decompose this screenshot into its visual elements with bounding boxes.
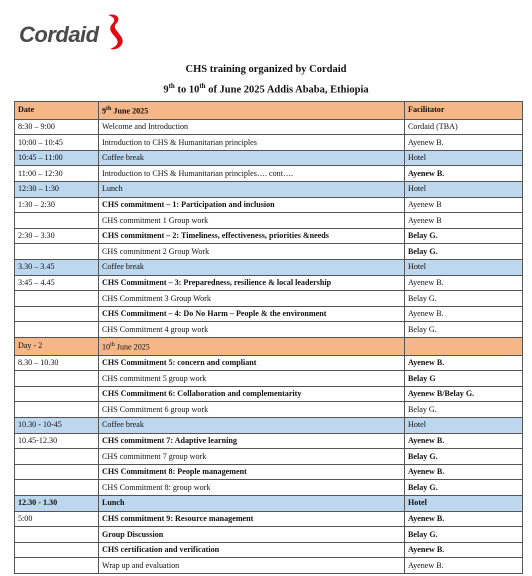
facilitator-cell: Cordaid (TBA) bbox=[405, 119, 523, 135]
table-row bbox=[15, 386, 523, 402]
table-row bbox=[15, 197, 523, 213]
logo-text: Cordaid bbox=[19, 22, 99, 47]
facilitator-cell: Ayenew B. bbox=[405, 511, 523, 527]
time-cell: 10.30 - 10-45 bbox=[15, 418, 99, 434]
header-date: Date bbox=[15, 102, 99, 120]
table-row bbox=[15, 464, 523, 480]
table-row bbox=[15, 260, 523, 276]
facilitator-cell: Belay G. bbox=[405, 480, 523, 496]
time-cell bbox=[15, 464, 99, 480]
facilitator-cell: Belay G. bbox=[405, 244, 523, 260]
facilitator-cell: Ayenew B. bbox=[405, 166, 523, 182]
session-cell: Lunch bbox=[99, 496, 405, 512]
session-cell: CHS commitment 2 Group Work bbox=[99, 244, 405, 260]
session-cell: Coffee break bbox=[99, 418, 405, 434]
table-row bbox=[15, 322, 523, 338]
cordaid-logo bbox=[19, 12, 128, 52]
day2-label: Day - 2 bbox=[15, 338, 99, 356]
table-row bbox=[15, 527, 523, 543]
table-row bbox=[15, 135, 523, 151]
session-cell: Wrap up and evaluation bbox=[99, 558, 405, 574]
table-row bbox=[15, 402, 523, 418]
table-row bbox=[15, 480, 523, 496]
table-row bbox=[15, 558, 523, 574]
time-cell: 11:00 – 12:30 bbox=[15, 166, 99, 182]
facilitator-cell: Ayenew B. bbox=[405, 542, 523, 558]
facilitator-cell: Hotel bbox=[405, 418, 523, 434]
time-cell bbox=[15, 213, 99, 229]
time-cell bbox=[15, 542, 99, 558]
session-cell: CHS Commitment 8: group work bbox=[99, 480, 405, 496]
time-cell: 10:45 – 11:00 bbox=[15, 150, 99, 166]
facilitator-cell: Belay G. bbox=[405, 402, 523, 418]
time-cell bbox=[15, 371, 99, 387]
facilitator-cell: Ayenew B bbox=[405, 213, 523, 229]
facilitator-cell: Hotel bbox=[405, 150, 523, 166]
session-cell: Coffee break bbox=[99, 260, 405, 276]
day2-header-row bbox=[15, 338, 523, 356]
session-cell: CHS Commitment – 3: Preparedness, resilience & local leadership bbox=[99, 275, 405, 291]
table-row bbox=[15, 418, 523, 434]
schedule-table bbox=[14, 101, 523, 574]
time-cell: 10.45-12.30 bbox=[15, 433, 99, 449]
session-cell: CHS commitment 7 group work bbox=[99, 449, 405, 465]
table-row bbox=[15, 244, 523, 260]
day2-date: 10th June 2025 bbox=[99, 338, 405, 356]
time-cell bbox=[15, 449, 99, 465]
session-cell: CHS Commitment 6 group work bbox=[99, 402, 405, 418]
session-cell: Introduction to CHS & Humanitarian principles bbox=[99, 135, 405, 151]
table-row bbox=[15, 371, 523, 387]
session-cell: CHS Commitment 3 Group Work bbox=[99, 291, 405, 307]
facilitator-cell: Hotel bbox=[405, 182, 523, 198]
session-cell: CHS Commitment 4 group work bbox=[99, 322, 405, 338]
table-row bbox=[15, 213, 523, 229]
session-cell: CHS commitment 5 group work bbox=[99, 371, 405, 387]
table-row bbox=[15, 119, 523, 135]
facilitator-cell: Ayenew B. bbox=[405, 464, 523, 480]
time-cell: 10:00 – 10:45 bbox=[15, 135, 99, 151]
session-cell: CHS Commitment 8: People management bbox=[99, 464, 405, 480]
time-cell: 2:30 – 3.30 bbox=[15, 228, 99, 244]
facilitator-cell: Ayenew B. bbox=[405, 275, 523, 291]
session-cell: Group Discussion bbox=[99, 527, 405, 543]
session-cell: CHS commitment – 1: Participation and inclusion bbox=[99, 197, 405, 213]
table-row bbox=[15, 150, 523, 166]
facilitator-cell: Hotel bbox=[405, 260, 523, 276]
time-cell bbox=[15, 291, 99, 307]
table-row bbox=[15, 166, 523, 182]
time-cell bbox=[15, 402, 99, 418]
table-row bbox=[15, 496, 523, 512]
session-cell: Welcome and Introduction bbox=[99, 119, 405, 135]
facilitator-cell: Belay G. bbox=[405, 449, 523, 465]
facilitator-cell: Ayenew B. bbox=[405, 558, 523, 574]
table-row bbox=[15, 433, 523, 449]
facilitator-cell: Ayenew B. bbox=[405, 433, 523, 449]
session-cell: Introduction to CHS & Humanitarian principles…. cont…. bbox=[99, 166, 405, 182]
session-cell: CHS certification and verification bbox=[99, 542, 405, 558]
facilitator-cell: Hotel bbox=[405, 496, 523, 512]
time-cell: 3:45 – 4.45 bbox=[15, 275, 99, 291]
table-row bbox=[15, 542, 523, 558]
time-cell bbox=[15, 527, 99, 543]
session-cell: CHS Commitment – 4: Do No Harm – People & the environment bbox=[99, 306, 405, 322]
time-cell: 1:30 – 2:30 bbox=[15, 197, 99, 213]
session-cell: CHS Commitment 6: Collaboration and complementarity bbox=[99, 386, 405, 402]
cordaid-logo-mark-icon bbox=[102, 12, 128, 52]
table-row bbox=[15, 511, 523, 527]
time-cell: 12:30 – 1:30 bbox=[15, 182, 99, 198]
facilitator-cell: Belay G. bbox=[405, 228, 523, 244]
time-cell bbox=[15, 558, 99, 574]
time-cell bbox=[15, 322, 99, 338]
table-row bbox=[15, 291, 523, 307]
time-cell bbox=[15, 244, 99, 260]
time-cell bbox=[15, 306, 99, 322]
table-row bbox=[15, 449, 523, 465]
time-cell bbox=[15, 480, 99, 496]
session-cell: Coffee break bbox=[99, 150, 405, 166]
table-row bbox=[15, 182, 523, 198]
time-cell: 8.30 – 10.30 bbox=[15, 355, 99, 371]
session-cell: CHS commitment 9: Resource management bbox=[99, 511, 405, 527]
session-cell: CHS commitment 1 Group work bbox=[99, 213, 405, 229]
facilitator-cell: Ayenew B bbox=[405, 197, 523, 213]
facilitator-cell: Belay G bbox=[405, 371, 523, 387]
facilitator-cell: Ayenew B. bbox=[405, 355, 523, 371]
page-subtitle: 9th to 10th of June 2025 Addis Ababa, Ethiopia bbox=[163, 82, 369, 96]
facilitator-cell: Ayenew B. bbox=[405, 306, 523, 322]
session-cell: CHS commitment – 2: Timeliness, effectiveness, priorities &needs bbox=[99, 228, 405, 244]
time-cell: 12.30 - 1.30 bbox=[15, 496, 99, 512]
time-cell: 3.30 – 3.45 bbox=[15, 260, 99, 276]
table-header-row bbox=[15, 102, 523, 120]
facilitator-cell: Belay G. bbox=[405, 527, 523, 543]
facilitator-cell: Ayenew B. bbox=[405, 135, 523, 151]
table-row bbox=[15, 306, 523, 322]
time-cell: 5:00 bbox=[15, 511, 99, 527]
day2-empty bbox=[405, 338, 523, 356]
table-row bbox=[15, 275, 523, 291]
time-cell: 8:30 – 9:00 bbox=[15, 119, 99, 135]
session-cell: Lunch bbox=[99, 182, 405, 198]
facilitator-cell: Ayenew B/Belay G. bbox=[405, 386, 523, 402]
table-row bbox=[15, 228, 523, 244]
header-day1: 9th June 2025 bbox=[99, 102, 405, 120]
header-facilitator: Facilitator bbox=[405, 102, 523, 120]
table-row bbox=[15, 355, 523, 371]
facilitator-cell: Belay G. bbox=[405, 291, 523, 307]
session-cell: CHS Commitment 5: concern and compliant bbox=[99, 355, 405, 371]
session-cell: CHS commitment 7: Adaptive learning bbox=[99, 433, 405, 449]
time-cell bbox=[15, 386, 99, 402]
page-title: CHS training organized by Cordaid bbox=[185, 64, 347, 75]
facilitator-cell: Belay G. bbox=[405, 322, 523, 338]
